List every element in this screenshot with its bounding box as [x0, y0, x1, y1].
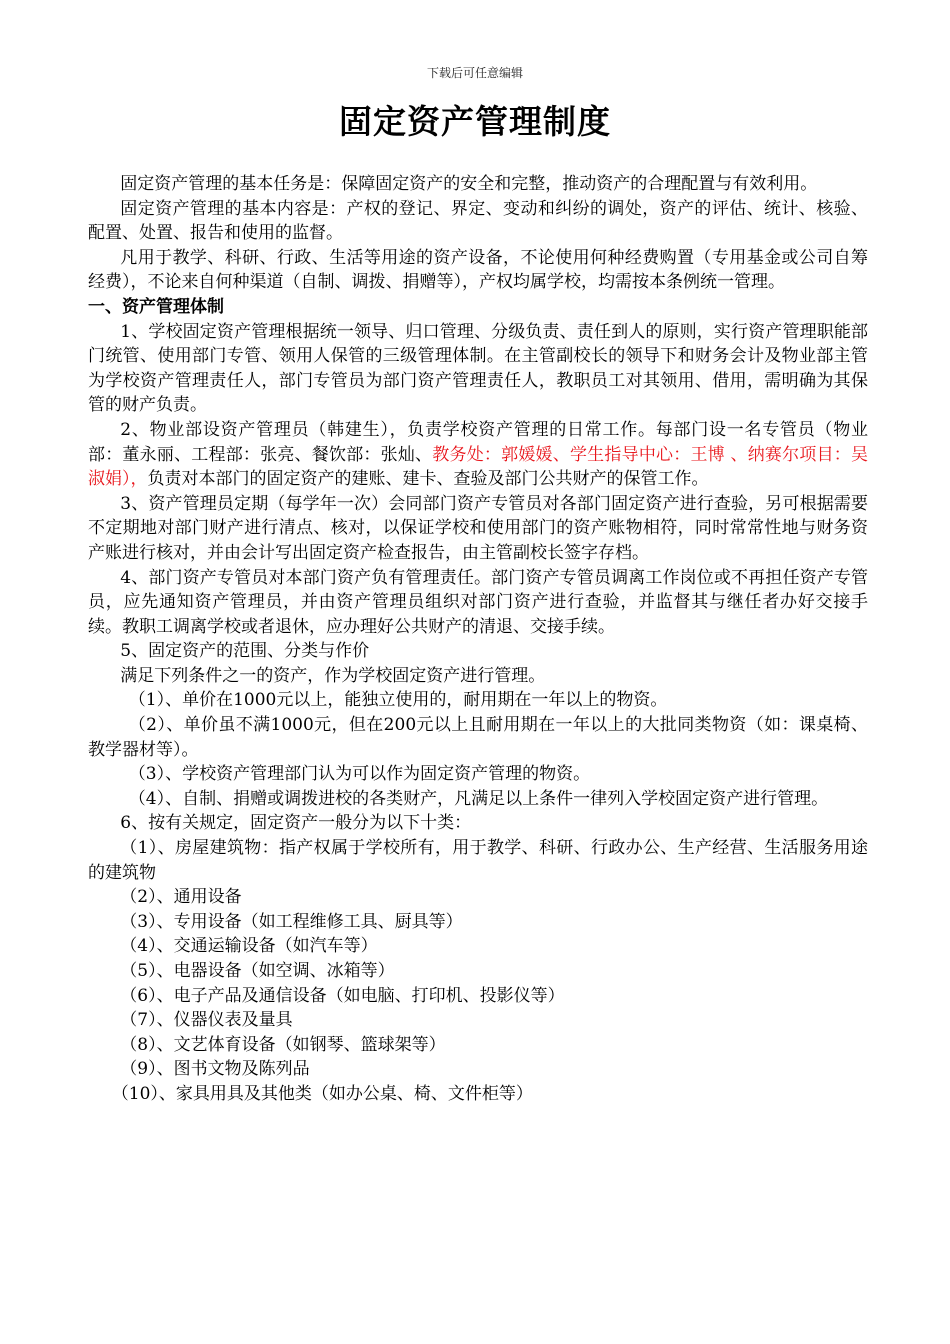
condition-item: （3）、学校资产管理部门认为可以作为固定资产管理的物资。 [128, 764, 591, 785]
clause-6: 6、按有关规定，固定资产一般分为以下十类： [120, 813, 472, 834]
document-body [88, 172, 868, 1107]
clause-1: 1、学校固定资产管理根据统一领导、归口管理、分级负责、责任到人的原则，实行资产管理职能部门统管、使用部门专管、领用人保管的三级管理体制。在主管副校长的领导下和财务会计及物业部主管为学校资产管理责任人，部门专管员为部门资产管理责任人，教职员工对其领用、借用，需明确为其保管的财产负责。 [88, 321, 868, 416]
clause-2-text: 2、物业部设资产管理员（韩建生），负责学校资产管理的日常工作。每部门设一名专管员（物业部：董永丽、工程部：张亮、餐饮部：张灿、 [88, 419, 868, 465]
category-item: （5）、电器设备（如空调、冰箱等） [120, 961, 395, 981]
condition-item: （2）、单价虽不满1000元，但在200元以上且耐用期在一年以上的大批同类物资（如：课桌椅、教学器材等）。 [88, 715, 868, 760]
clause-5-lead: 满足下列条件之一的资产，作为学校固定资产进行管理。 [120, 665, 546, 686]
intro-paragraph: 固定资产管理的基本任务是：保障固定资产的安全和完整，推动资产的合理配置与有效利用。 [120, 174, 818, 194]
clause-2-highlight: 教务处：郭媛媛、学生指导中心：王博 、纳赛尔项目：吴淑娟）， [88, 444, 868, 490]
category-item: （9）、图书文物及陈列品 [120, 1059, 310, 1080]
intro-paragraph: 固定资产管理的基本内容是：产权的登记、界定、变动和纠纷的调处，资产的评估、统计、核验、配置、处置、报告和使用的监督。 [88, 198, 868, 244]
clause-4: 4、部门资产专管员对本部门资产负有管理责任。部门资产专管员调离工作岗位或不再担任资产专管员，应先通知资产管理员，并由资产管理员组织对部门资产进行查验，并监督其与继任者办好交接手续。教职工调离学校或者退休，应办理好公共财产的清退、交接手续。 [88, 567, 868, 637]
category-item: （3）、专用设备（如工程维修工具、厨具等） [120, 911, 463, 932]
intro-paragraph: 凡用于教学、科研、行政、生活等用途的资产设备，不论使用何种经费购置（专用基金或公司自筹经费），不论来自何种渠道（自制、调拨、捐赠等），产权均属学校，均需按本条例统一管理。 [88, 247, 868, 293]
category-item: （6）、电子产品及通信设备（如电脑、打印机、投影仪等） [120, 985, 565, 1006]
category-item: （7）、仪器仪表及量具 [120, 1010, 293, 1031]
condition-item: （4）、自制、捐赠或调拨进校的各类财产，凡满足以上条件一律列入学校固定资产进行管理。 [128, 788, 829, 809]
condition-item: （1）、单价在1000元以上，能独立使用的，耐用期在一年以上的物资。 [128, 690, 668, 711]
category-item: （8）、文艺体育设备（如钢琴、篮球架等） [120, 1034, 446, 1055]
category-item: （4）、交通运输设备（如汽车等） [120, 936, 378, 957]
page-title: 固定资产管理制度 [339, 102, 611, 141]
category-item: （2）、通用设备 [120, 887, 242, 908]
clause-5: 5、固定资产的范围、分类与作价 [120, 641, 370, 662]
category-item: （10）、家具用具及其他类（如办公桌、椅、文件柜等） [111, 1083, 533, 1104]
clause-2-text: 负责对本部门的固定资产的建账、建卡、查验及部门公共财产的保管工作。 [147, 469, 709, 490]
clause-3: 3、资产管理员定期（每学年一次）会同部门资产专管员对各部门固定资产进行查验，另可根据需要不定期地对部门财产进行清点、核对，以保证学校和使用部门的资产账物相符，同时常常性地与财务资产账进行核对，并由会计写出固定资产检查报告，由主管副校长签字存档。 [88, 493, 868, 563]
header-note: 下载后可任意编辑 [426, 66, 523, 80]
clause-2 [88, 418, 868, 492]
category-item: （1）、房屋建筑物：指产权属于学校所有，用于教学、科研、行政办公、生产经营、生活服务用途的建筑物 [88, 838, 868, 883]
section-heading: 一、资产管理体制 [88, 296, 224, 317]
